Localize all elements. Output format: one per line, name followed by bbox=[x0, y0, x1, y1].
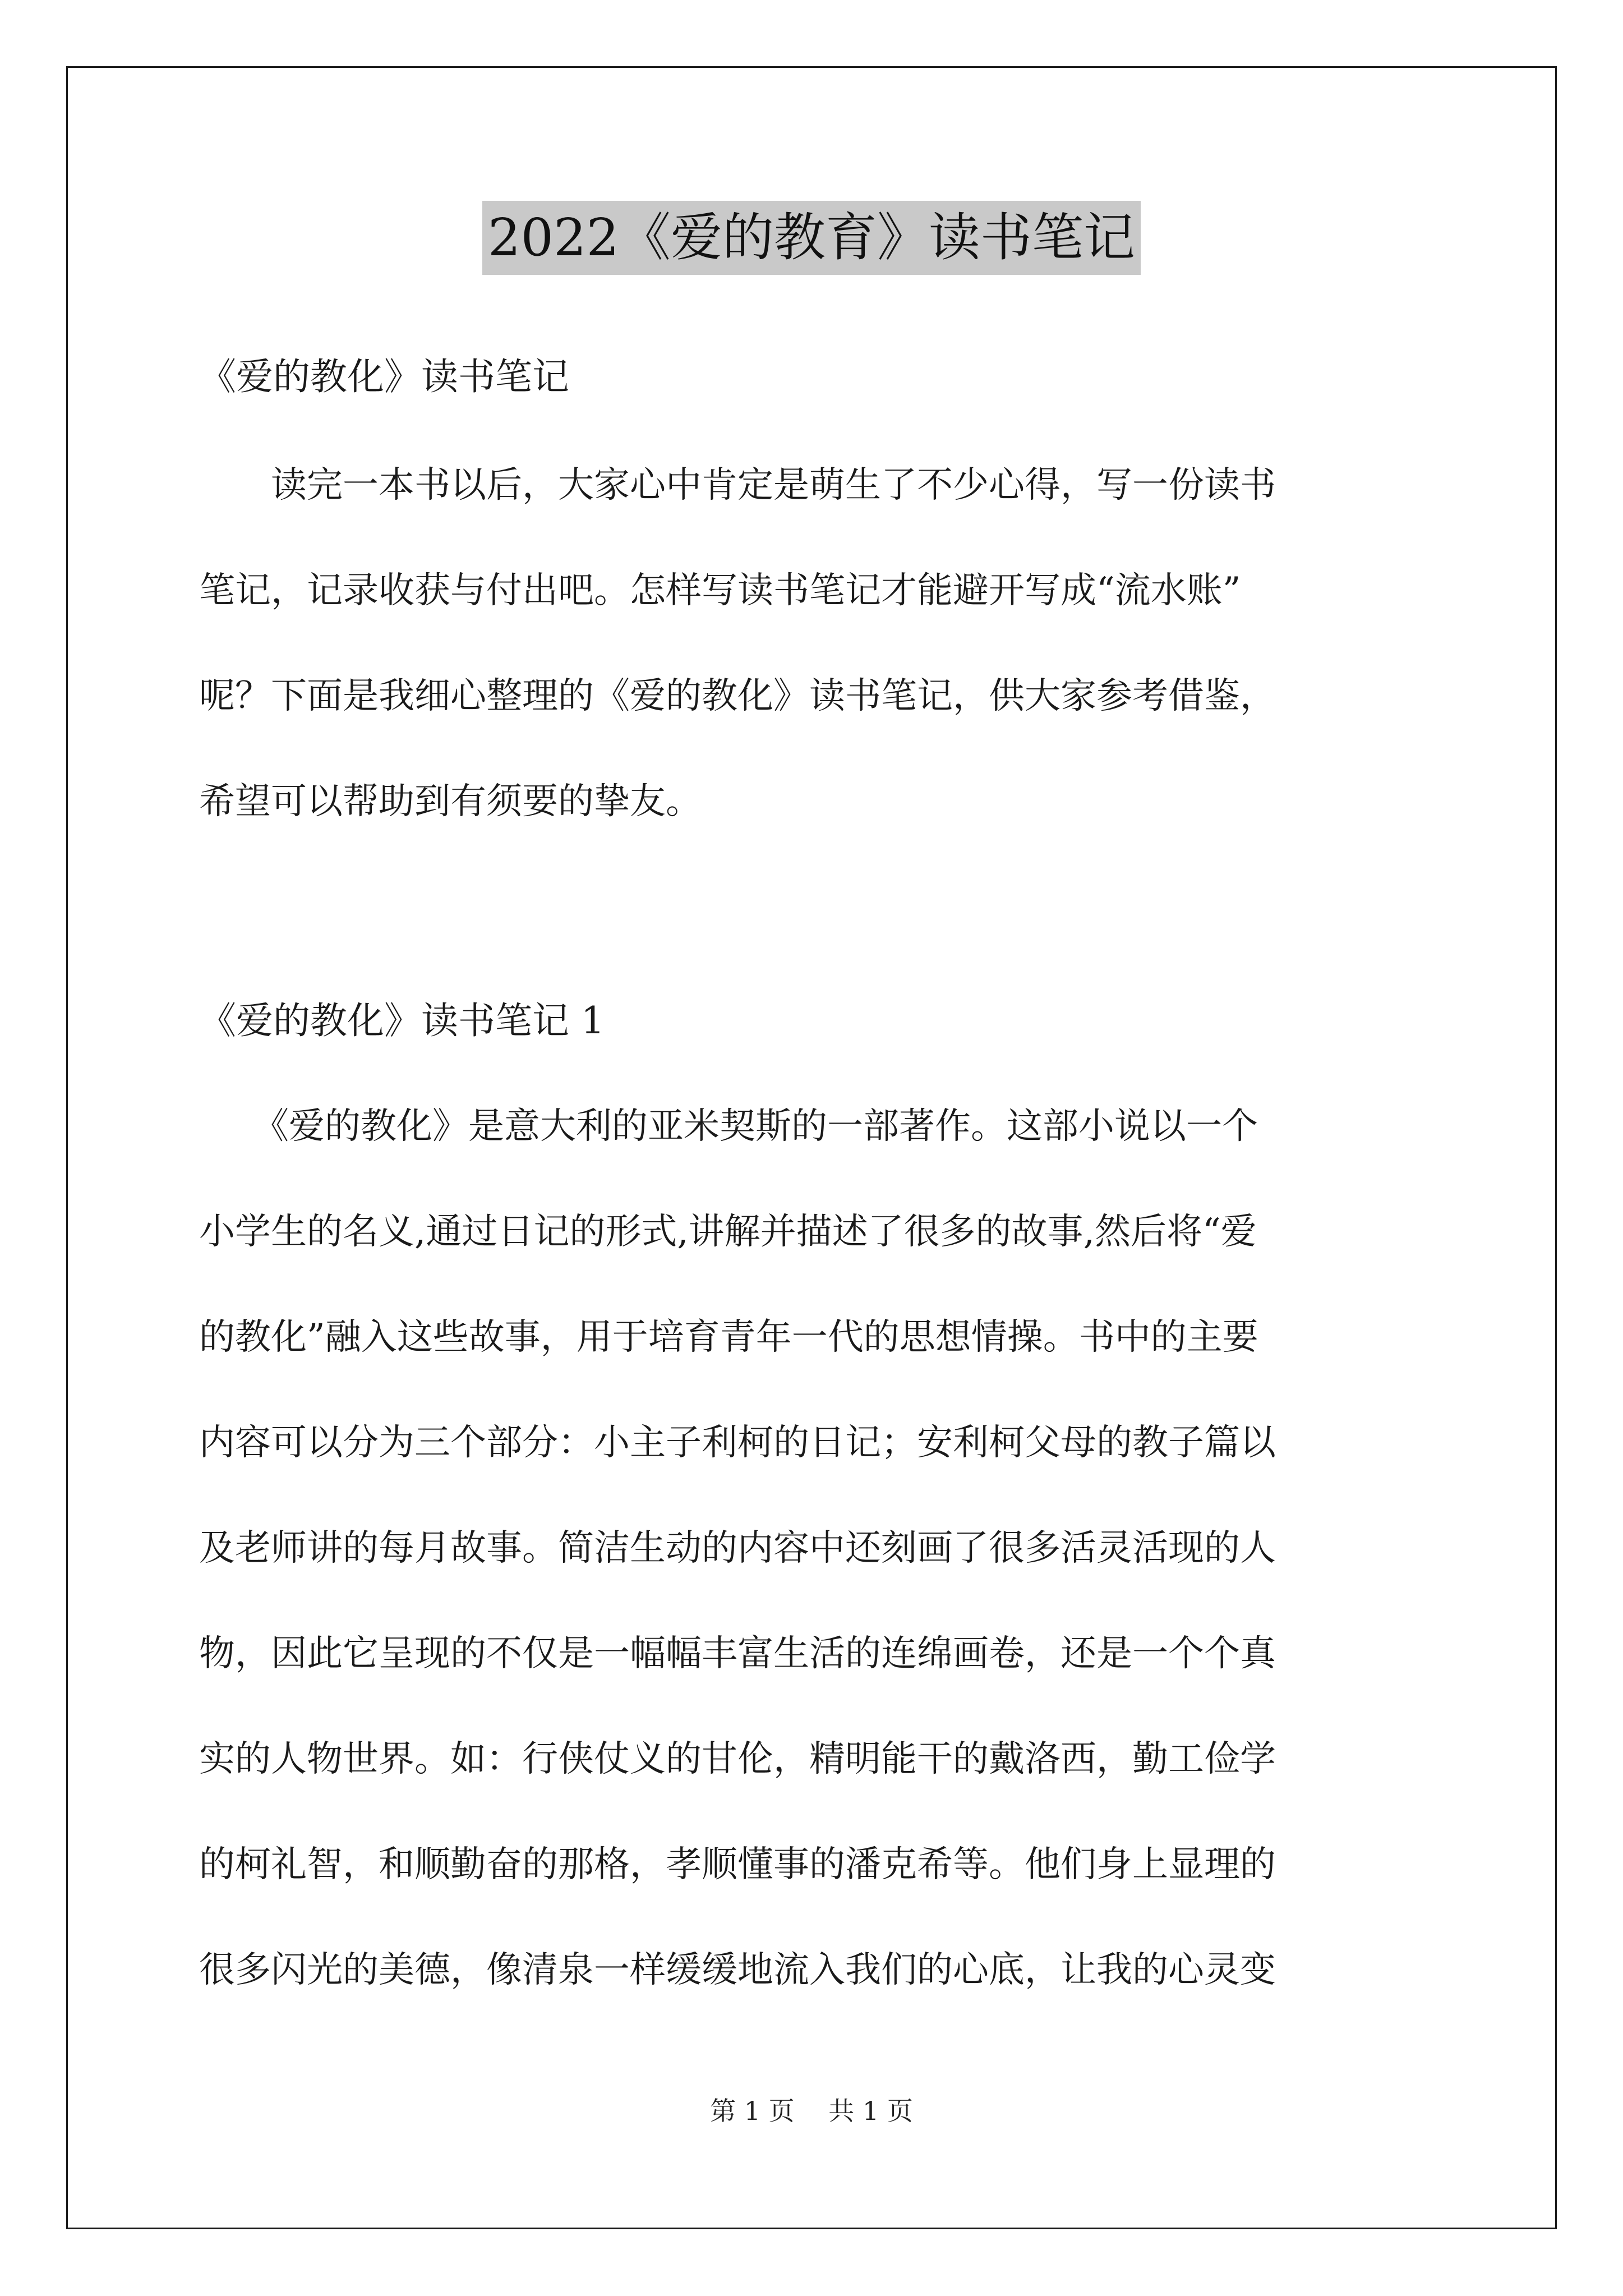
body-line-2: 小学生的名义,通过日记的形式,讲解并描述了很多的故事,然后将“爱 bbox=[199, 1211, 1257, 1253]
intro-line-3: 呢？下面是我细心整理的《爱的教化》读书笔记，供大家参考借鉴， bbox=[199, 675, 1276, 717]
body-line-1: 《爱的教化》是意大利的亚米契斯的一部著作。这部小说以一个 bbox=[199, 1106, 1258, 1147]
title-container bbox=[0, 201, 1623, 275]
body-line-5: 及老师讲的每月故事。简洁生动的内容中还刻画了很多活灵活现的人 bbox=[199, 1527, 1276, 1569]
body-line-8: 的柯礼智，和顺勤奋的那格，孝顺懂事的潘克希等。他们身上显理的 bbox=[199, 1844, 1276, 1885]
intro-line-4: 希望可以帮助到有须要的挚友。 bbox=[199, 781, 702, 822]
body-line-3: 的教化”融入这些故事，用于培育青年一代的思想情操。书中的主要 bbox=[199, 1317, 1258, 1358]
page-footer: 第 1 页 共 1 页 bbox=[710, 2096, 913, 2126]
intro-line-1: 读完一本书以后，大家心中肯定是萌生了不少心得，写一份读书 bbox=[199, 464, 1276, 506]
section-heading: 《爱的教化》读书笔记 1 bbox=[199, 999, 605, 1042]
body-line-9: 很多闪光的美德，像清泉一样缓缓地流入我们的心底，让我的心灵变 bbox=[199, 1949, 1276, 1991]
document-title: 2022《爱的教育》读书笔记 bbox=[482, 201, 1141, 275]
body-line-4: 内容可以分为三个部分：小主子利柯的日记；安利柯父母的教子篇以 bbox=[199, 1422, 1276, 1464]
body-line-6: 物，因此它呈现的不仅是一幅幅丰富生活的连绵画卷，还是一个个真 bbox=[199, 1633, 1276, 1674]
subtitle: 《爱的教化》读书笔记 bbox=[199, 355, 569, 398]
body-line-7: 实的人物世界。如：行侠仗义的甘伦，精明能干的戴洛西，勤工俭学 bbox=[199, 1738, 1276, 1780]
intro-line-2: 笔记，记录收获与付出吧。怎样写读书笔记才能避开写成“流水账” bbox=[199, 570, 1241, 611]
